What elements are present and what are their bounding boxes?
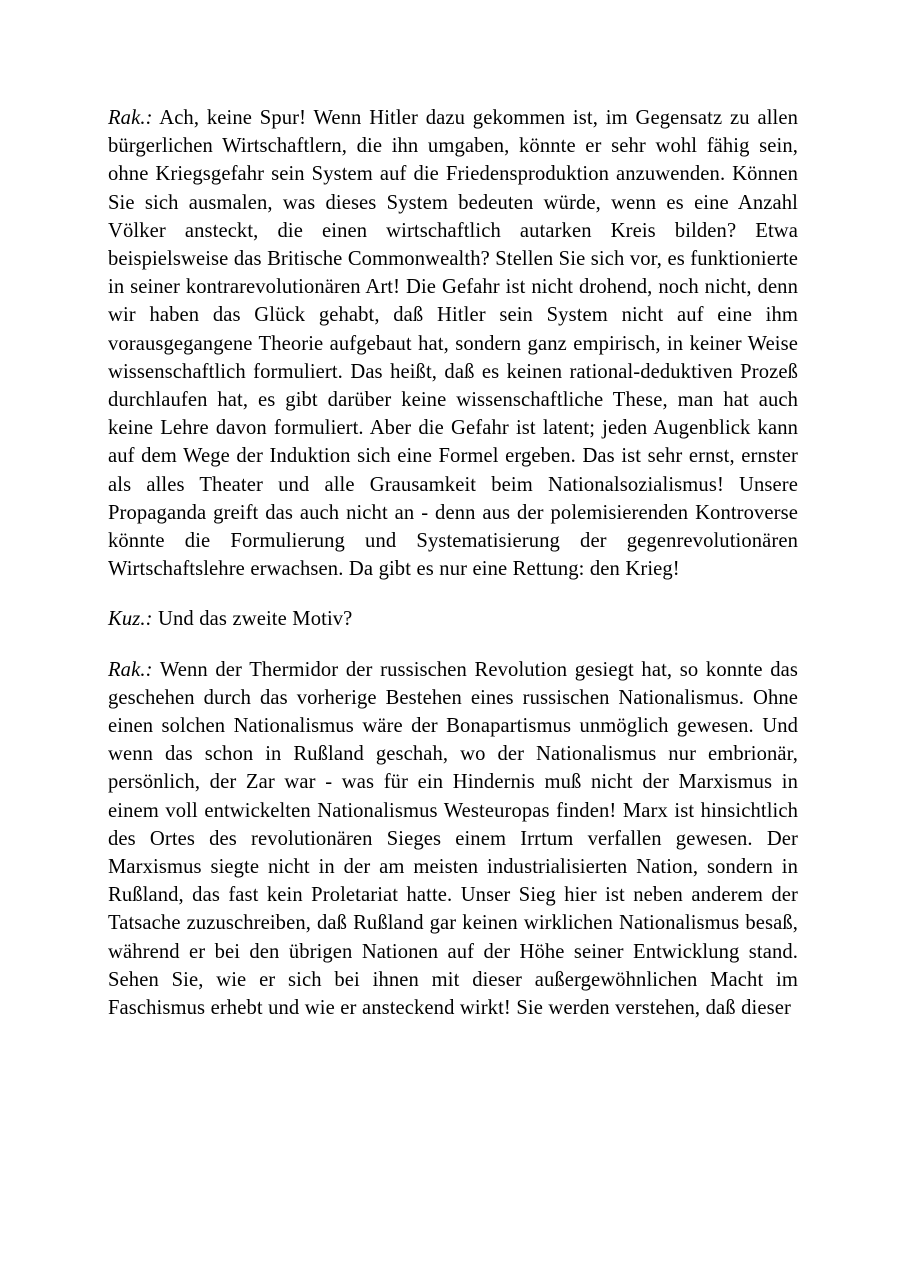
text-column [108,104,798,1022]
paragraph-rak-2 [108,656,798,1023]
speaker-label-rak-1: Rak.: [108,107,153,129]
paragraph-rak-1 [108,104,798,583]
paragraph-body-rak-2: Wenn der Thermidor der russischen Revolution gesiegt hat, so konnte das geschehen durch das vorherige Bestehen eines russischen Nationalismus. Ohne einen solchen Nationalismus wäre der Bonapartismus unmöglich gewesen. Und wenn das schon in Rußland geschah, wo der Nationalismus nur embrionär, persönlich, der Zar war - was für ein Hindernis muß nicht der Marxismus in einem voll entwickelten Nationalismus Westeuropas finden! Marx ist hinsichtlich des Ortes des revolutionären Sieges einem Irrtum verfallen gewesen. Der Marxismus siegte nicht in der am meisten industrialisierten Nation, sondern in Rußland, das fast kein Proletariat hatte. Unser Sieg hier ist neben anderem der Tatsache zuzuschreiben, daß Rußland gar keinen wirklichen Nationalismus besaß, während er bei den übrigen Nationen auf der Höhe seiner Entwicklung stand. Sehen Sie, wie er sich bei ihnen mit dieser außergewöhnlichen Macht im Faschismus erhebt und wie er ansteckend wirkt! Sie werden verstehen, daß dieser [108,658,798,1020]
speaker-label-kuz-1: Kuz.: [108,608,153,631]
speaker-label-rak-2: Rak.: [108,658,153,681]
paragraph-body-kuz-1: Und das zweite Motiv? [158,608,353,631]
paragraph-body-rak-1: Ach, keine Spur! Wenn Hitler dazu gekommen ist, im Gegensatz zu allen bürgerlichen Wirtschaftlern, die ihn umgaben, könnte er sehr wohl fähig sein, ohne Kriegsgefahr sein System auf die Friedensproduktion anzuwenden. Können Sie sich ausmalen, was dieses System bedeuten würde, wenn es eine Anzahl Völker ansteckt, die einen wirtschaftlich autarken Kreis bilden? Etwa beispielsweise das Britische Commonwealth? Stellen Sie sich vor, es funktionierte in seiner kontrarevolutionären Art! Die Gefahr ist nicht drohend, noch nicht, denn wir haben das Glück gehabt, daß Hitler sein System nicht auf eine ihm vorausgegangene Theorie aufgebaut hat, sondern ganz empirisch, in keiner Weise wissenschaftlich formuliert. Das heißt, daß es keinen rational-deduktiven Prozeß durchlaufen hat, es gibt darüber keine wissenschaftliche These, man hat auch keine Lehre davon formuliert. Aber die Gefahr ist latent; jeden Augenblick kann auf dem Wege der Induktion sich eine Formel ergeben. Das ist sehr ernst, ernster als alles Theater und alle Grausamkeit beim Nationalsozialismus! Unsere Propaganda greift das auch nicht an - denn aus der polemisierenden Kontroverse könnte die Formulierung und Systematisierung der gegenrevolutionären Wirtschaftslehre erwachsen. Da gibt es nur eine Rettung: den Krieg! [108,107,798,581]
paragraph-kuz-1 [108,605,798,633]
